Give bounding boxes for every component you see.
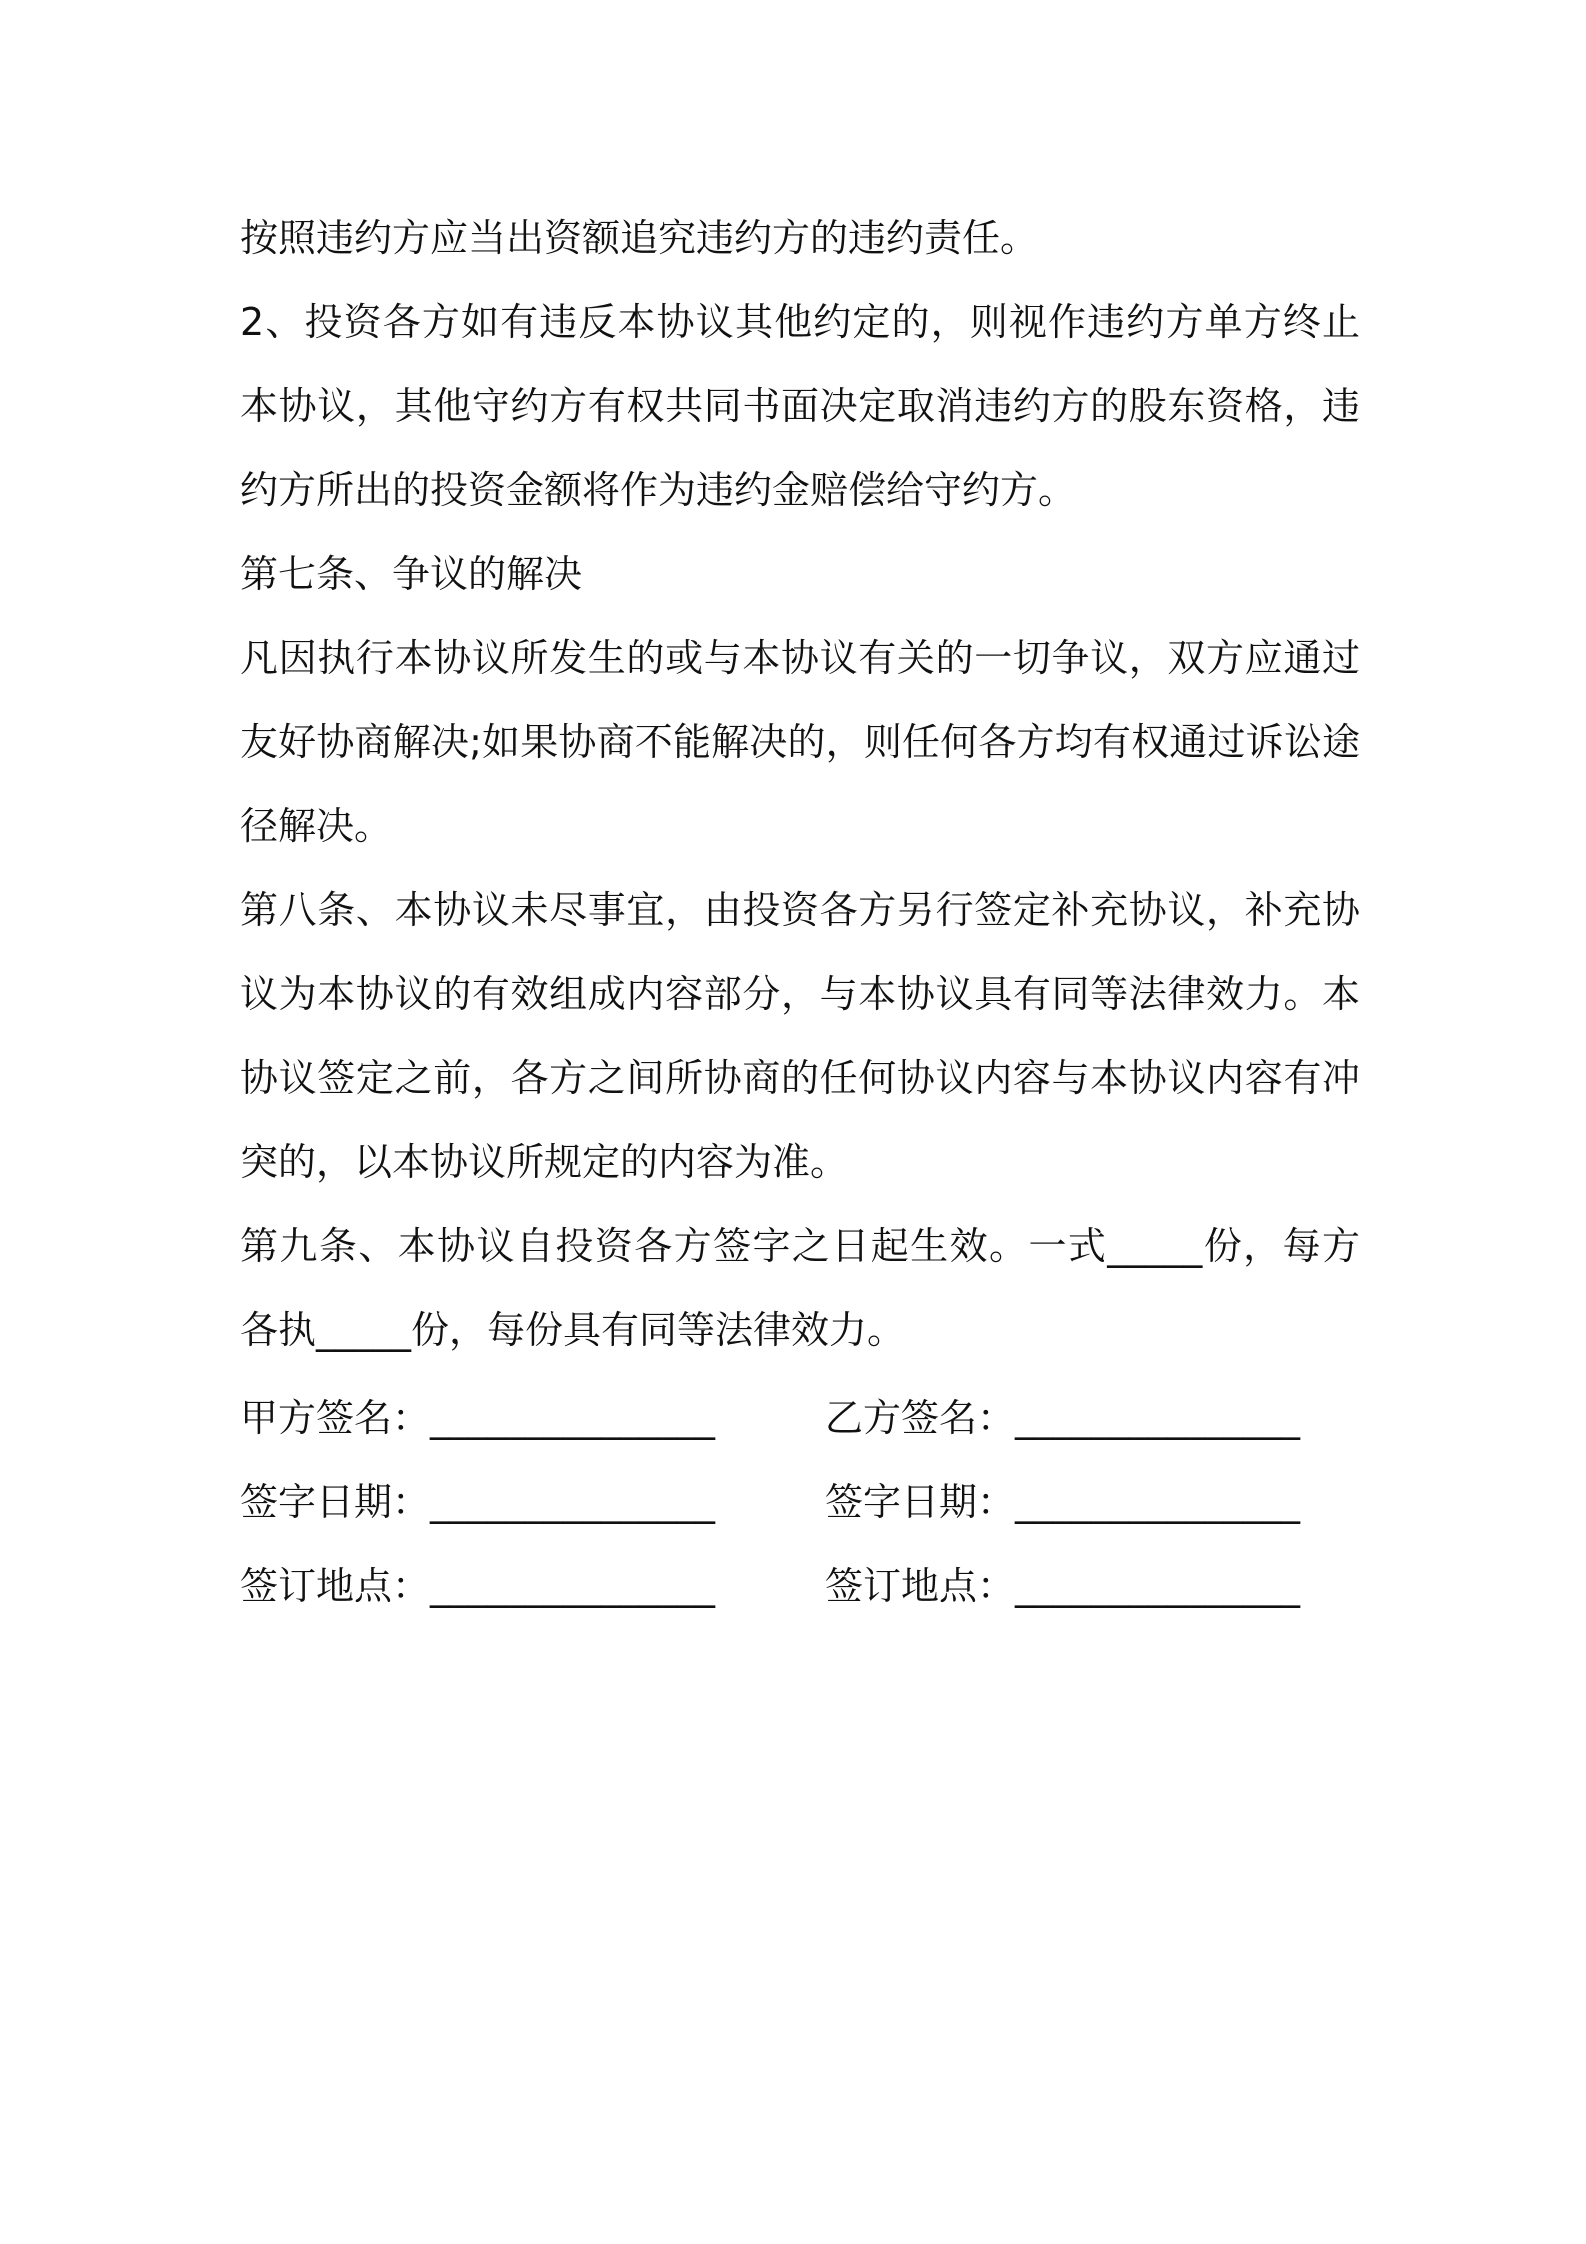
party-a-date: [240, 1471, 775, 1526]
party-b-place-line: _______________: [1015, 1563, 1301, 1608]
paragraph-article-9: 第九条、本协议自投资各方签字之日起生效。一式_____份，每方各执_____份，每份具有同等法律效力。: [240, 1224, 1360, 1352]
signature-row-name: [240, 1372, 1360, 1456]
party-b-date: [775, 1471, 1360, 1526]
party-a-date-line: _______________: [430, 1479, 716, 1524]
party-a-signature: [240, 1387, 775, 1442]
signature-row-date: [240, 1456, 1360, 1540]
party-a-place-label: 签订地点：: [240, 1563, 431, 1608]
document-page: [240, 196, 1360, 1624]
party-a-place-line: _______________: [430, 1563, 716, 1608]
heading-article-7: 第七条、争议的解决: [240, 552, 583, 596]
signature-block: [240, 1372, 1360, 1624]
party-b-date-label: 签字日期：: [825, 1479, 1016, 1524]
party-b-place-label: 签订地点：: [825, 1563, 1016, 1608]
paragraph-breach-clause-2: 2、投资各方如有违反本协议其他约定的，则视作违约方单方终止本协议，其他守约方有权共同书面决定取消违约方的股东资格，违约方所出的投资金额将作为违约金赔偿给守约方。: [240, 300, 1360, 512]
paragraph-breach-liability-end: 按照违约方应当出资额追究违约方的违约责任。: [240, 216, 1039, 260]
party-a-place: [240, 1555, 775, 1610]
party-a-signature-label: 甲方签名：: [240, 1395, 431, 1440]
party-b-signature-label: 乙方签名：: [825, 1395, 1016, 1440]
party-b-date-line: _______________: [1015, 1479, 1301, 1524]
paragraph-dispute-resolution: 凡因执行本协议所发生的或与本协议有关的一切争议，双方应通过友好协商解决;如果协商不能解决的，则任何各方均有权通过诉讼途径解决。: [240, 636, 1360, 848]
party-b-place: [775, 1555, 1360, 1610]
party-a-date-label: 签字日期：: [240, 1479, 431, 1524]
party-b-signature: [775, 1387, 1360, 1442]
party-a-signature-line: _______________: [430, 1395, 716, 1440]
paragraph-article-8: 第八条、本协议未尽事宜，由投资各方另行签定补充协议，补充协议为本协议的有效组成内容部分，与本协议具有同等法律效力。本协议签定之前，各方之间所协商的任何协议内容与本协议内容有冲突的，以本协议所规定的内容为准。: [240, 888, 1360, 1184]
party-b-signature-line: _______________: [1015, 1395, 1301, 1440]
signature-row-place: [240, 1540, 1360, 1624]
